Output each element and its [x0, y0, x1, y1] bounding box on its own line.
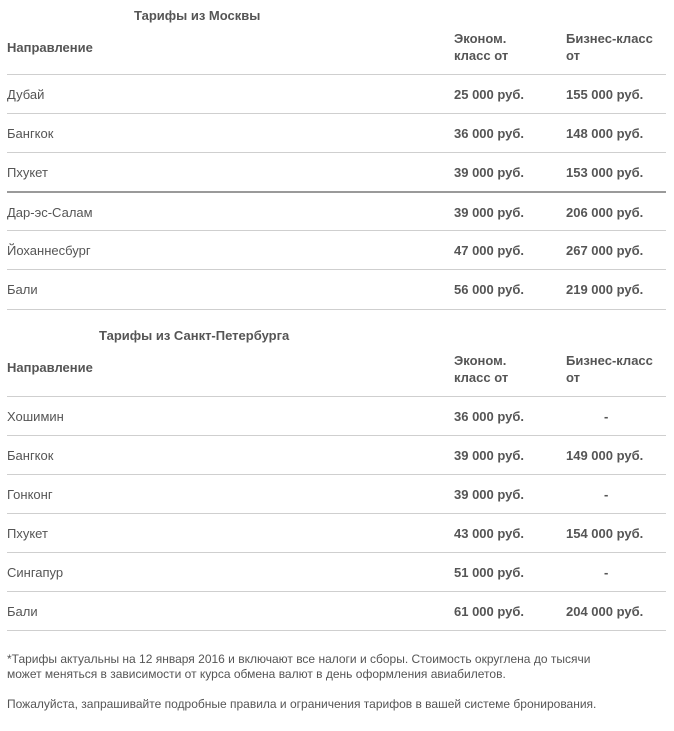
header-economy-line2: класс от	[454, 370, 509, 385]
header-business	[566, 352, 653, 386]
row-business-price: -	[604, 565, 609, 580]
row-business-price: 155 000 руб.	[566, 87, 644, 102]
row-business-price: 153 000 руб.	[566, 165, 644, 180]
footnote-line2: может меняться в зависимости от курса обмена валют в день оформления авиабилетов.	[7, 667, 506, 681]
table-row	[7, 269, 666, 308]
spb-section-title: Тарифы из Санкт-Петербурга	[99, 328, 290, 343]
table-row	[7, 591, 666, 630]
row-business-price: 219 000 руб.	[566, 282, 644, 297]
row-destination: Бангкок	[7, 126, 54, 141]
header-economy	[454, 352, 508, 386]
row-destination: Бали	[7, 282, 38, 297]
row-destination: Сингапур	[7, 565, 64, 580]
table-row	[7, 113, 666, 152]
row-economy-price: 39 000 руб.	[454, 448, 525, 463]
header-business-line1: Бизнес-класс	[566, 353, 653, 368]
fares-footnote	[7, 652, 667, 682]
table-row	[7, 74, 666, 113]
header-business-line2: от	[566, 48, 580, 63]
row-business-price: 204 000 руб.	[566, 604, 644, 619]
table-row	[7, 552, 666, 591]
row-business-price: -	[604, 487, 609, 502]
row-destination: Гонконг	[7, 487, 53, 502]
moscow-table-header	[0, 30, 666, 74]
spb-table-header	[0, 352, 666, 396]
row-economy-price: 61 000 руб.	[454, 604, 525, 619]
row-destination: Дубай	[7, 87, 45, 102]
row-economy-price: 25 000 руб.	[454, 87, 525, 102]
row-destination: Пхукет	[7, 526, 48, 541]
table-row	[7, 474, 666, 513]
row-economy-price: 56 000 руб.	[454, 282, 525, 297]
header-business-line1: Бизнес-класс	[566, 31, 653, 46]
header-economy-line2: класс от	[454, 48, 509, 63]
row-business-price: 148 000 руб.	[566, 126, 644, 141]
row-destination: Дар-эс-Салам	[7, 205, 93, 220]
row-economy-price: 43 000 руб.	[454, 526, 525, 541]
header-destination: Направление	[7, 40, 93, 55]
row-business-price: -	[604, 409, 609, 424]
table-row	[7, 191, 666, 230]
header-economy	[454, 30, 508, 64]
row-economy-price: 39 000 руб.	[454, 487, 525, 502]
moscow-table-body	[7, 74, 666, 308]
row-destination: Бали	[7, 604, 38, 619]
header-business	[566, 30, 653, 64]
spb-table-body	[7, 396, 666, 630]
table-row	[7, 152, 666, 191]
row-destination: Йоханнесбург	[7, 243, 91, 258]
row-business-price: 267 000 руб.	[566, 243, 644, 258]
table-row	[7, 230, 666, 269]
table-row	[7, 513, 666, 552]
row-business-price: 149 000 руб.	[566, 448, 644, 463]
row-economy-price: 39 000 руб.	[454, 165, 525, 180]
moscow-table-bottom-border	[7, 309, 666, 310]
row-destination: Пхукет	[7, 165, 48, 180]
header-economy-line1: Эконом.	[454, 31, 507, 46]
spb-table-bottom-border	[7, 630, 666, 631]
moscow-section-title: Тарифы из Москвы	[134, 8, 261, 23]
header-business-line2: от	[566, 370, 580, 385]
row-business-price: 206 000 руб.	[566, 205, 644, 220]
header-economy-line1: Эконом.	[454, 353, 507, 368]
row-economy-price: 36 000 руб.	[454, 126, 525, 141]
table-row	[7, 396, 666, 435]
table-row	[7, 435, 666, 474]
row-economy-price: 51 000 руб.	[454, 565, 525, 580]
row-economy-price: 39 000 руб.	[454, 205, 525, 220]
row-destination: Хошимин	[7, 409, 64, 424]
row-destination: Бангкок	[7, 448, 54, 463]
booking-advice: Пожалуйста, запрашивайте подробные правила и ограничения тарифов в вашей системе бронирования.	[7, 697, 597, 711]
row-economy-price: 36 000 руб.	[454, 409, 525, 424]
footnote-line1: *Тарифы актуальны на 12 января 2016 и включают все налоги и сборы. Стоимость округлена до тысячи	[7, 652, 591, 666]
row-business-price: 154 000 руб.	[566, 526, 644, 541]
header-destination: Направление	[7, 360, 93, 375]
row-economy-price: 47 000 руб.	[454, 243, 525, 258]
